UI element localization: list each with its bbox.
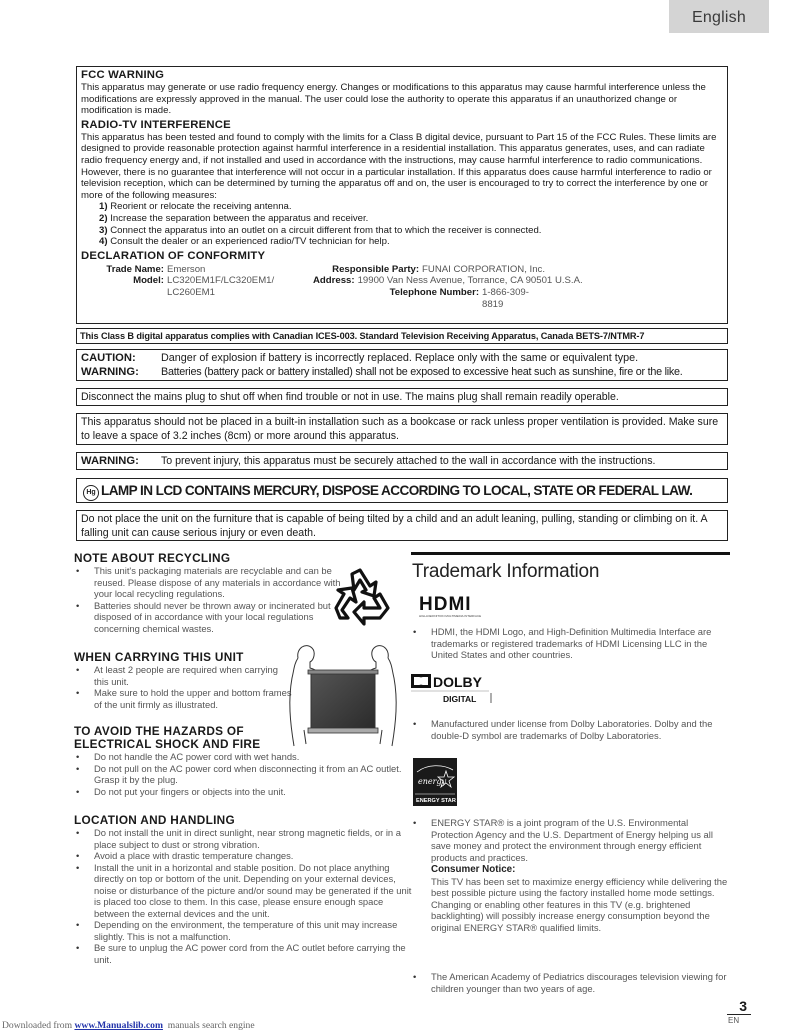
measure-item <box>99 236 723 248</box>
caution-label: CAUTION: <box>81 352 136 364</box>
consumer-notice-paragraph-2: Changing or enabling other features in this TV (e.g. brightened backlighting) will possibly increase energy consumption beyond the original ENERGY STAR® qualified limits. <box>431 898 710 933</box>
battery-warning-label: WARNING: <box>81 366 139 378</box>
mercury-notice-box <box>76 478 728 503</box>
list-item: • Make sure to hold the upper and bottom frames of the unit firmly as illustrated. <box>74 687 294 710</box>
electrical-hazards-list <box>74 751 414 797</box>
trade-name-label: Trade Name: <box>106 263 164 275</box>
footer-suffix: manuals search engine <box>162 1020 255 1031</box>
footer-prefix: Downloaded from <box>2 1020 75 1031</box>
measure-number: 3) <box>99 224 108 236</box>
caution-text: Danger of explosion if battery is incorrectly replaced. Replace only with the same or equivalent type. <box>161 352 639 364</box>
measure-item <box>99 213 723 225</box>
measures-list <box>81 201 723 247</box>
page-language-code: EN <box>728 1016 740 1025</box>
location-handling-heading: LOCATION AND HANDLING <box>74 813 235 827</box>
svg-text:ENERGY STAR: ENERGY STAR <box>416 798 456 804</box>
battery-warning-text: Batteries (battery pack or battery installed) shall not be exposed to excessive heat such as sunshine, fire or the like. <box>161 366 683 378</box>
list-item: • The American Academy of Pediatrics discourages television viewing for children younger than two years of age. <box>411 971 731 994</box>
recycling-section <box>74 552 344 634</box>
measure-number: 2) <box>99 212 108 224</box>
list-item: • Be sure to unplug the AC power cord from the AC outlet before carrying the unit. <box>74 942 414 965</box>
radio-tv-interference-heading: RADIO-TV INTERFERENCE <box>81 118 231 131</box>
svg-text:energy: energy <box>418 777 447 786</box>
page-number: 3 <box>739 998 747 1014</box>
radio-tv-interference-text: This apparatus has been tested and found to comply with the limits for a Class B digital device, pursuant to Part 15 of the FCC Rules. These limits are designed to provide reasonable protection against harmful interference in a residential installation. This apparatus generates, uses, and can radiate radio frequency energy and, if not installed and used in accordance with the instructions, may cause harmful interference to radio communications. However, there is no guarantee that interference will not occur in a particular installation. If this apparatus does cause harmful interference to radio or television reception, which can be determined by turning the apparatus off and on, the user is encouraged to try to correct the interference by one or more of the following measures: <box>81 131 717 201</box>
electrical-hazards-section <box>74 725 414 797</box>
list-item: • At least 2 people are required when carrying this unit. <box>74 664 294 687</box>
pediatrics-notice-list <box>411 971 731 994</box>
list-item: • This unit's packaging materials are recyclable and can be reused. Please dispose of any materials in accordance with your local recycling regulations. <box>74 565 344 600</box>
list-item <box>411 817 731 933</box>
wall-warning-box <box>76 452 728 470</box>
hdmi-trademark-list <box>411 626 731 661</box>
energy-star-list <box>411 817 731 933</box>
fcc-warning-text: This apparatus may generate or use radio frequency energy. Changes or modifications to this apparatus may cause harmful interference unless the modifications are expressly approved in the manual. The user could lose the authority to operate this apparatus if an unauthorized change or modification is made. <box>81 82 706 117</box>
recycling-list <box>74 565 344 634</box>
measure-item <box>99 225 723 237</box>
disconnect-notice-box <box>76 388 728 406</box>
ices-compliance-box <box>76 328 728 344</box>
electrical-hazards-heading-line1: TO AVOID THE HAZARDS OF <box>74 724 244 738</box>
page-number-rule <box>727 1014 751 1015</box>
measure-number: 1) <box>99 201 108 213</box>
model-value-line1: LC320EM1F/LC320EM1/ <box>167 275 275 287</box>
energy-star-text: ENERGY STAR® is a joint program of the U.S. Environmental Protection Agency and the U.S. Department of Energy helping us all save money and protect the environment through energy efficient products and practices. <box>431 817 713 863</box>
list-item: • Batteries should never be thrown away or incinerated but disposed of in accordance with your local regulations concerning chemical wastes. <box>74 600 344 635</box>
mercury-text: LAMP IN LCD CONTAINS MERCURY, DISPOSE ACCORDING TO LOCAL, STATE OR FEDERAL LAW. <box>101 483 693 498</box>
section-divider <box>411 552 730 555</box>
measure-text: Consult the dealer or an experienced radio/TV technician for help. <box>110 236 390 248</box>
measure-item <box>99 201 723 213</box>
fcc-notice-box <box>76 66 728 324</box>
tilt-text: Do not place the unit on the furniture that is capable of being tilted by a child and an adult leaning, pulling, standing or climbing on it. A falling unit can cause serious injury or even death. <box>81 513 708 539</box>
telephone-value: 1-866-309-8819 <box>482 286 529 310</box>
address-value: 19900 Van Ness Avenue, Torrance, CA 90501 U.S.A. <box>357 275 583 287</box>
electrical-hazards-heading-line2: ELECTRICAL SHOCK AND FIRE <box>74 737 261 751</box>
svg-text:HDMI: HDMI <box>419 594 472 615</box>
list-item: • Do not pull on the AC power cord when disconnecting it from an AC outlet. Grasp it by the plug. <box>74 763 414 786</box>
svg-text:DIGITAL: DIGITAL <box>443 694 477 704</box>
list-item: • Do not handle the AC power cord with wet hands. <box>74 751 414 763</box>
svg-text:DOLBY: DOLBY <box>433 674 482 690</box>
ventilation-text: This apparatus should not be placed in a built-in installation such as a bookcase or rack unless proper ventilation is provided. Make sure to leave a space of 3.2 inches (8cm) or more around this apparatus. <box>81 416 719 442</box>
ices-compliance-text: This Class B digital apparatus complies with Canadian ICES-003. Standard Television Receiving Apparatus, Canada BETS-7/NTMR-7 <box>80 331 645 341</box>
telephone-label: Telephone Number: <box>389 286 480 298</box>
list-item: • Manufactured under license from Dolby Laboratories. Dolby and the double-D symbol are trademarks of Dolby Laboratories. <box>411 718 731 741</box>
recycling-heading: NOTE ABOUT RECYCLING <box>74 551 231 565</box>
list-item: • Avoid a place with drastic temperature changes. <box>74 850 414 862</box>
list-item: • Install the unit in a horizontal and stable position. Do not place anything directly on top or bottom of the unit. Depending on your external devices, noise or disturbance of the picture and/or sound may be generated if the unit is placed too close to them. In this case, please ensure enough space between the external devices and the unit. <box>74 862 414 920</box>
model-label: Model: <box>133 275 164 287</box>
trademark-heading: Trademark Information <box>412 561 600 582</box>
wall-warning-text: To prevent injury, this apparatus must be securely attached to the wall in accordance with the instructions. <box>161 455 656 467</box>
dolby-digital-logo-icon <box>411 673 495 705</box>
tilt-warning-box <box>76 510 728 541</box>
measure-text: Connect the apparatus into an outlet on a circuit different from that to which the receiver is connected. <box>110 224 542 236</box>
download-footer <box>2 1020 255 1031</box>
location-handling-section <box>74 814 414 965</box>
wall-warning-label: WARNING: <box>81 455 139 467</box>
list-item: • Depending on the environment, the temperature of this unit may increase slightly. This is not a malfunction. <box>74 919 414 942</box>
declaration-product-column <box>81 264 313 310</box>
recycle-icon <box>330 568 392 626</box>
disconnect-text: Disconnect the mains plug to shut off when find trouble or not in use. The mains plug shall remain readily operable. <box>81 391 619 403</box>
trade-name-value: Emerson <box>167 263 206 275</box>
model-value-line2: LC260EM1 <box>167 286 215 298</box>
responsible-party-value: FUNAI CORPORATION, Inc. <box>422 263 545 275</box>
responsible-party-label: Responsible Party: <box>332 263 420 275</box>
dolby-trademark-list <box>411 718 731 741</box>
measure-text: Increase the separation between the apparatus and receiver. <box>110 212 369 224</box>
list-item: • Do not install the unit in direct sunlight, near strong magnetic fields, or in a place subject to dust or strong vibration. <box>74 827 414 850</box>
list-item: • Do not put your fingers or objects into the unit. <box>74 786 414 798</box>
manualslib-link[interactable]: www.Manualslib.com <box>74 1020 163 1031</box>
language-tab: English <box>669 0 769 33</box>
consumer-notice-paragraph-1: This TV has been set to maximize energy efficiency while delivering the best possible picture using the factory installed home mode settings. <box>431 875 728 898</box>
consumer-notice-heading: Consumer Notice: <box>431 864 516 875</box>
carrying-list <box>74 664 294 710</box>
svg-text:HIGH-DEFINITION MULTIMEDIA INT: HIGH-DEFINITION MULTIMEDIA INTERFACE <box>419 614 482 618</box>
caution-warning-box <box>76 349 728 381</box>
measure-number: 4) <box>99 236 108 248</box>
declaration-heading: DECLARATION OF CONFORMITY <box>81 249 266 262</box>
mercury-hg-icon: Hg <box>83 485 99 501</box>
declaration-party-column <box>313 263 583 310</box>
location-handling-list <box>74 827 414 965</box>
energy-star-logo-icon <box>413 758 457 806</box>
fcc-warning-heading: FCC WARNING <box>81 69 165 81</box>
declaration-grid <box>81 264 723 310</box>
address-label: Address: <box>313 275 355 287</box>
ventilation-notice-box <box>76 413 728 445</box>
list-item: • HDMI, the HDMI Logo, and High-Definition Multimedia Interface are trademarks or registered trademarks of HDMI Licensing LLC in the United States and other countries. <box>411 626 731 661</box>
carrying-section <box>74 651 294 710</box>
measure-text: Reorient or relocate the receiving antenna. <box>110 201 292 213</box>
carrying-heading: WHEN CARRYING THIS UNIT <box>74 650 244 664</box>
hdmi-logo-icon <box>419 594 509 618</box>
